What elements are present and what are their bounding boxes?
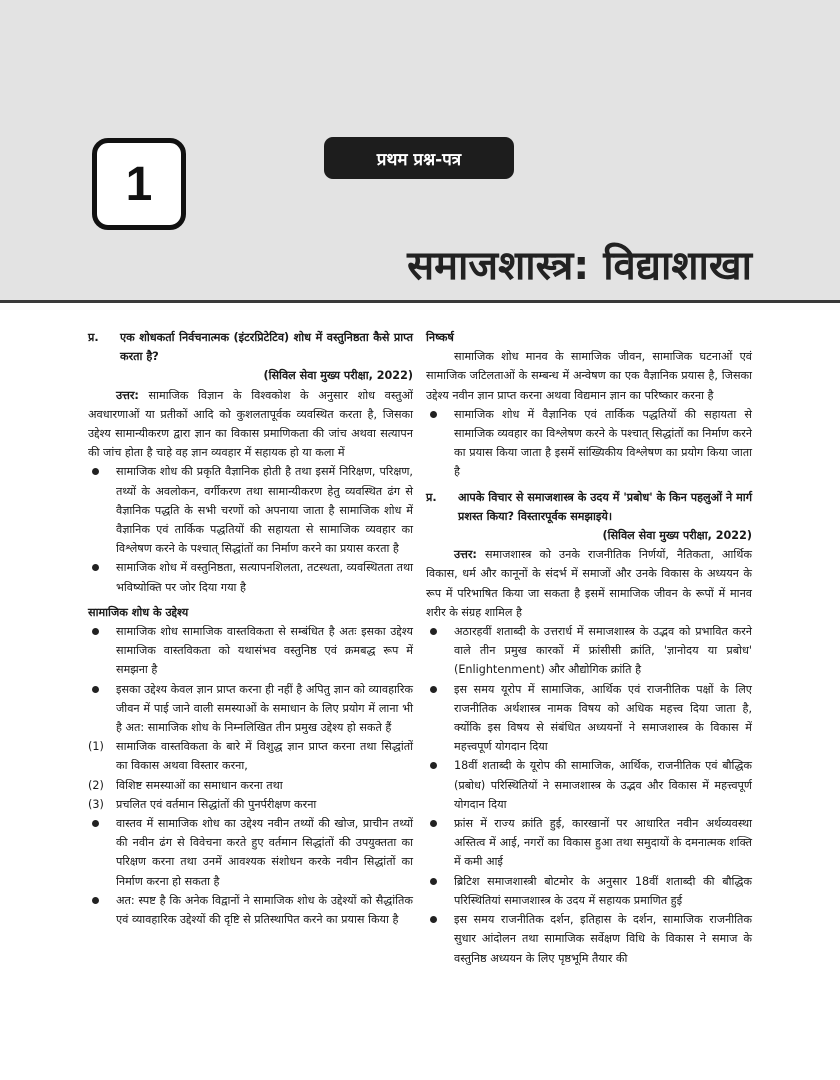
list-item: अत: स्पष्ट है कि अनेक विद्वानों ने सामाजिक शोध के उद्देश्यों को सैद्धांतिक एवं व्यावहारिक उद्देश्यों की दृष्टि से प्रतिस्थापित करने का प्रयास किया है — [88, 891, 413, 929]
list-item: वास्तव में सामाजिक शोध का उद्देश्य नवीन तथ्यों की खोज, प्राचीन तथ्यों की नवीन ढंग से विवेचना करते हुए वर्तमान सिद्धांतों की उपयुक्तता का परिक्षण करना तथा उनमें आवश्यक संशोधन करके नवीन सिद्धांतों का निर्माण करना हो सकता है — [88, 814, 413, 891]
list-item: सामाजिक शोध में वैज्ञानिक एवं तार्किक पद्धतियों की सहायता से सामाजिक व्यवहार का विश्लेषण करने के पश्चात् सिद्धांतों का निर्माण करने का प्रयास किया जाता है इसमें सांख्यिकीय विश्लेषण का प्रयोग किया जाता है — [426, 405, 752, 482]
list-item: अठारहवीं शताब्दी के उत्तरार्ध में समाजशास्त्र के उद्भव को प्रभावित करने वाले तीन प्रमुख कारकों में फ्रांसीसी क्रांति, 'ज्ञानोदय या प्रबोध' (Enlightenment) और औद्योगिक क्रांति है — [426, 622, 752, 680]
bullet-list — [426, 622, 752, 968]
bullet-list — [88, 622, 413, 737]
answer-2-intro-text: समाजशास्त्र को उनके राजनीतिक निर्णयों, नैतिकता, आर्थिक विकास, धर्म और कानूनों के संदर्भ में समाजों और उनके विकास के अध्ययन के रूप में परिभाषित किया जा सकता है इसमें सामाजिक जीवन के रूपों में मानव शरीर के संग्रह शामिल है — [426, 548, 752, 619]
bullet-list — [426, 405, 752, 482]
conclusion-heading: निष्कर्ष — [426, 331, 454, 344]
numbered-item — [88, 795, 413, 814]
item-text: सामाजिक वास्तविकता के बारे में विशुद्ध ज्ञान प्राप्त करना तथा सिद्धांतों का विकास अथवा विस्तार करना, — [116, 740, 413, 773]
chapter-number: 1 — [92, 138, 186, 230]
left-column — [88, 328, 413, 929]
list-item: इसका उद्देश्य केवल ज्ञान प्राप्त करना ही नहीं है अपितु ज्ञान को व्यावहारिक जीवन में पाई जाने वाली समस्याओं के समाधान के लिए प्रयोग में लाना भी है अत: सामाजिक शोध के निम्नलिखित तीन प्रमुख उद्देश्य हो सकते हैं — [88, 680, 413, 738]
question-prefix: प्र. — [88, 331, 99, 344]
list-item: सामाजिक शोध सामाजिक वास्तविकता से सम्बंधित है अतः इसका उद्देश्य सामाजिक वास्तविकता को यथासंभव वस्तुनिष्ठ एवं क्रमबद्ध रूप में समझना है — [88, 622, 413, 680]
answer-1-intro-text: सामाजिक विज्ञान के विश्वकोश के अनुसार शोध वस्तुओं अवधारणाओं या प्रतीकों आदि को कुशलतापूर्वक व्यवस्थित करता है, जिसका उद्देश्य सामान्यीकरण द्वारा ज्ञान का विकास प्रमाणिकता की जांच अथवा सत्यापन की जांच होता है चाहे वह ज्ञान व्यवहार में सहायक हो या कला में — [88, 388, 413, 460]
bullet-list — [88, 462, 413, 596]
answer-1-intro — [88, 386, 413, 463]
list-item: फ्रांस में राज्य क्रांति हुई, कारखानों पर आधारित नवीन अर्थव्यवस्था अस्तित्व में आई, नगरों का विकास हुआ तथा समुदायों के दमनात्मक शक्ति में कमी आई — [426, 814, 752, 872]
list-item: इस समय यूरोप में सामाजिक, आर्थिक एवं राजनीतिक पक्षों के लिए राजनीतिक अर्थशास्त्र नामक विषय को अधिक महत्त्व दिया जाता है, क्योंकि इस विषय से संबंधित अध्ययनों ने समाजशास्त्र के विकास में महत्त्वपूर्ण योगदान दिया — [426, 680, 752, 757]
question-2-text: आपके विचार से समाजशास्त्र के उदय में 'प्रबोध' के किन पहलुओं ने मार्ग प्रशस्त किया? विस्तारपूर्वक समझाइये। — [458, 490, 752, 523]
item-number: (1) — [88, 740, 104, 754]
list-item: सामाजिक शोध में वस्तुनिष्ठता, सत्यापनशिलता, तटस्थता, व्यवस्थितता तथा भविष्योक्ति पर जोर दिया गया है — [88, 558, 413, 596]
question-prefix: प्र. — [426, 490, 437, 504]
answer-2-intro — [426, 545, 752, 622]
list-item: 18वीं शताब्दी के यूरोप की सामाजिक, आर्थिक, राजनीतिक एवं बौद्धिक (प्रबोध) परिस्थितियों ने समाजशास्त्र के उद्भव और विकास में महत्त्वपूर्ण योगदान दिया — [426, 756, 752, 814]
numbered-list — [88, 737, 413, 814]
answer-lead: उत्तर: — [454, 548, 477, 562]
item-number: (3) — [88, 797, 104, 811]
question-1-text: एक शोधकर्ता निर्वचनात्मक (इंटरप्रिटेटिव) शोध में वस्तुनिष्ठता कैसे प्राप्त करता है? — [120, 331, 413, 364]
item-text: प्रचलित एवं वर्तमान सिद्धांतों की पुनर्परीक्षण करना — [116, 797, 317, 811]
answer-lead: उत्तर: — [116, 388, 139, 402]
paper-label: प्रथम प्रश्न-पत्र — [324, 137, 514, 179]
numbered-item — [88, 776, 413, 795]
conclusion-text: सामाजिक शोध मानव के सामाजिक जीवन, सामाजिक घटनाओं एवं सामाजिक जटिलताओं के सम्बन्ध में अन्वेषण का एक वैज्ञानिक प्रयास है, जिसका उद्देश्य नवीन ज्ञान प्राप्त करना अथवा विद्यमान ज्ञान का परिष्कार करना है — [426, 350, 752, 402]
header-divider — [0, 300, 840, 303]
item-text: विशिष्ट समस्याओं का समाधान करना तथा — [116, 778, 283, 792]
bullet-list — [88, 814, 413, 929]
page-title: समाजशास्त्र: विद्याशाखा — [407, 243, 752, 289]
item-number: (2) — [88, 778, 104, 792]
objectives-heading: सामाजिक शोध के उद्देश्य — [88, 605, 189, 619]
list-item: सामाजिक शोध की प्रकृति वैज्ञानिक होती है तथा इसमें निरिक्षण, परिक्षण, तथ्यों के अवलोकन, वर्गीकरण तथा सामान्यीकरण हेतु व्यवस्थित ढंग से वैज्ञानिक पद्धति के सभी चरणों को अपनाया जाता है सामाजिक शोध में वैज्ञानिक एवं तार्किक पद्धतियों की सहायता से सामाजिक व्यवहार का विश्लेषण करने के पश्चात् सिद्धांतों का निर्माण करने का प्रयास करता है — [88, 462, 413, 558]
right-column — [426, 328, 752, 968]
question-1-source: (सिविल सेवा मुख्य परीक्षा, 2022) — [263, 369, 413, 383]
question-2-source: (सिविल सेवा मुख्य परीक्षा, 2022) — [602, 529, 752, 543]
list-item: इस समय राजनीतिक दर्शन, इतिहास के दर्शन, सामाजिक राजनीतिक सुधार आंदोलन तथा सामाजिक सर्वेक्षण विधि के विकास ने समाज के वस्तुनिष्ठ अध्ययन के लिए पृष्ठभूमि तैयार की — [426, 910, 752, 968]
list-item: ब्रिटिश समाजशास्त्री बोटमोर के अनुसार 18वीं शताब्दी की बौद्धिक परिस्थितियां समाजशास्त्र के उदय में सहायक प्रमाणित हुई — [426, 872, 752, 910]
question-2 — [426, 488, 752, 526]
question-1 — [88, 328, 413, 366]
numbered-item — [88, 737, 413, 775]
